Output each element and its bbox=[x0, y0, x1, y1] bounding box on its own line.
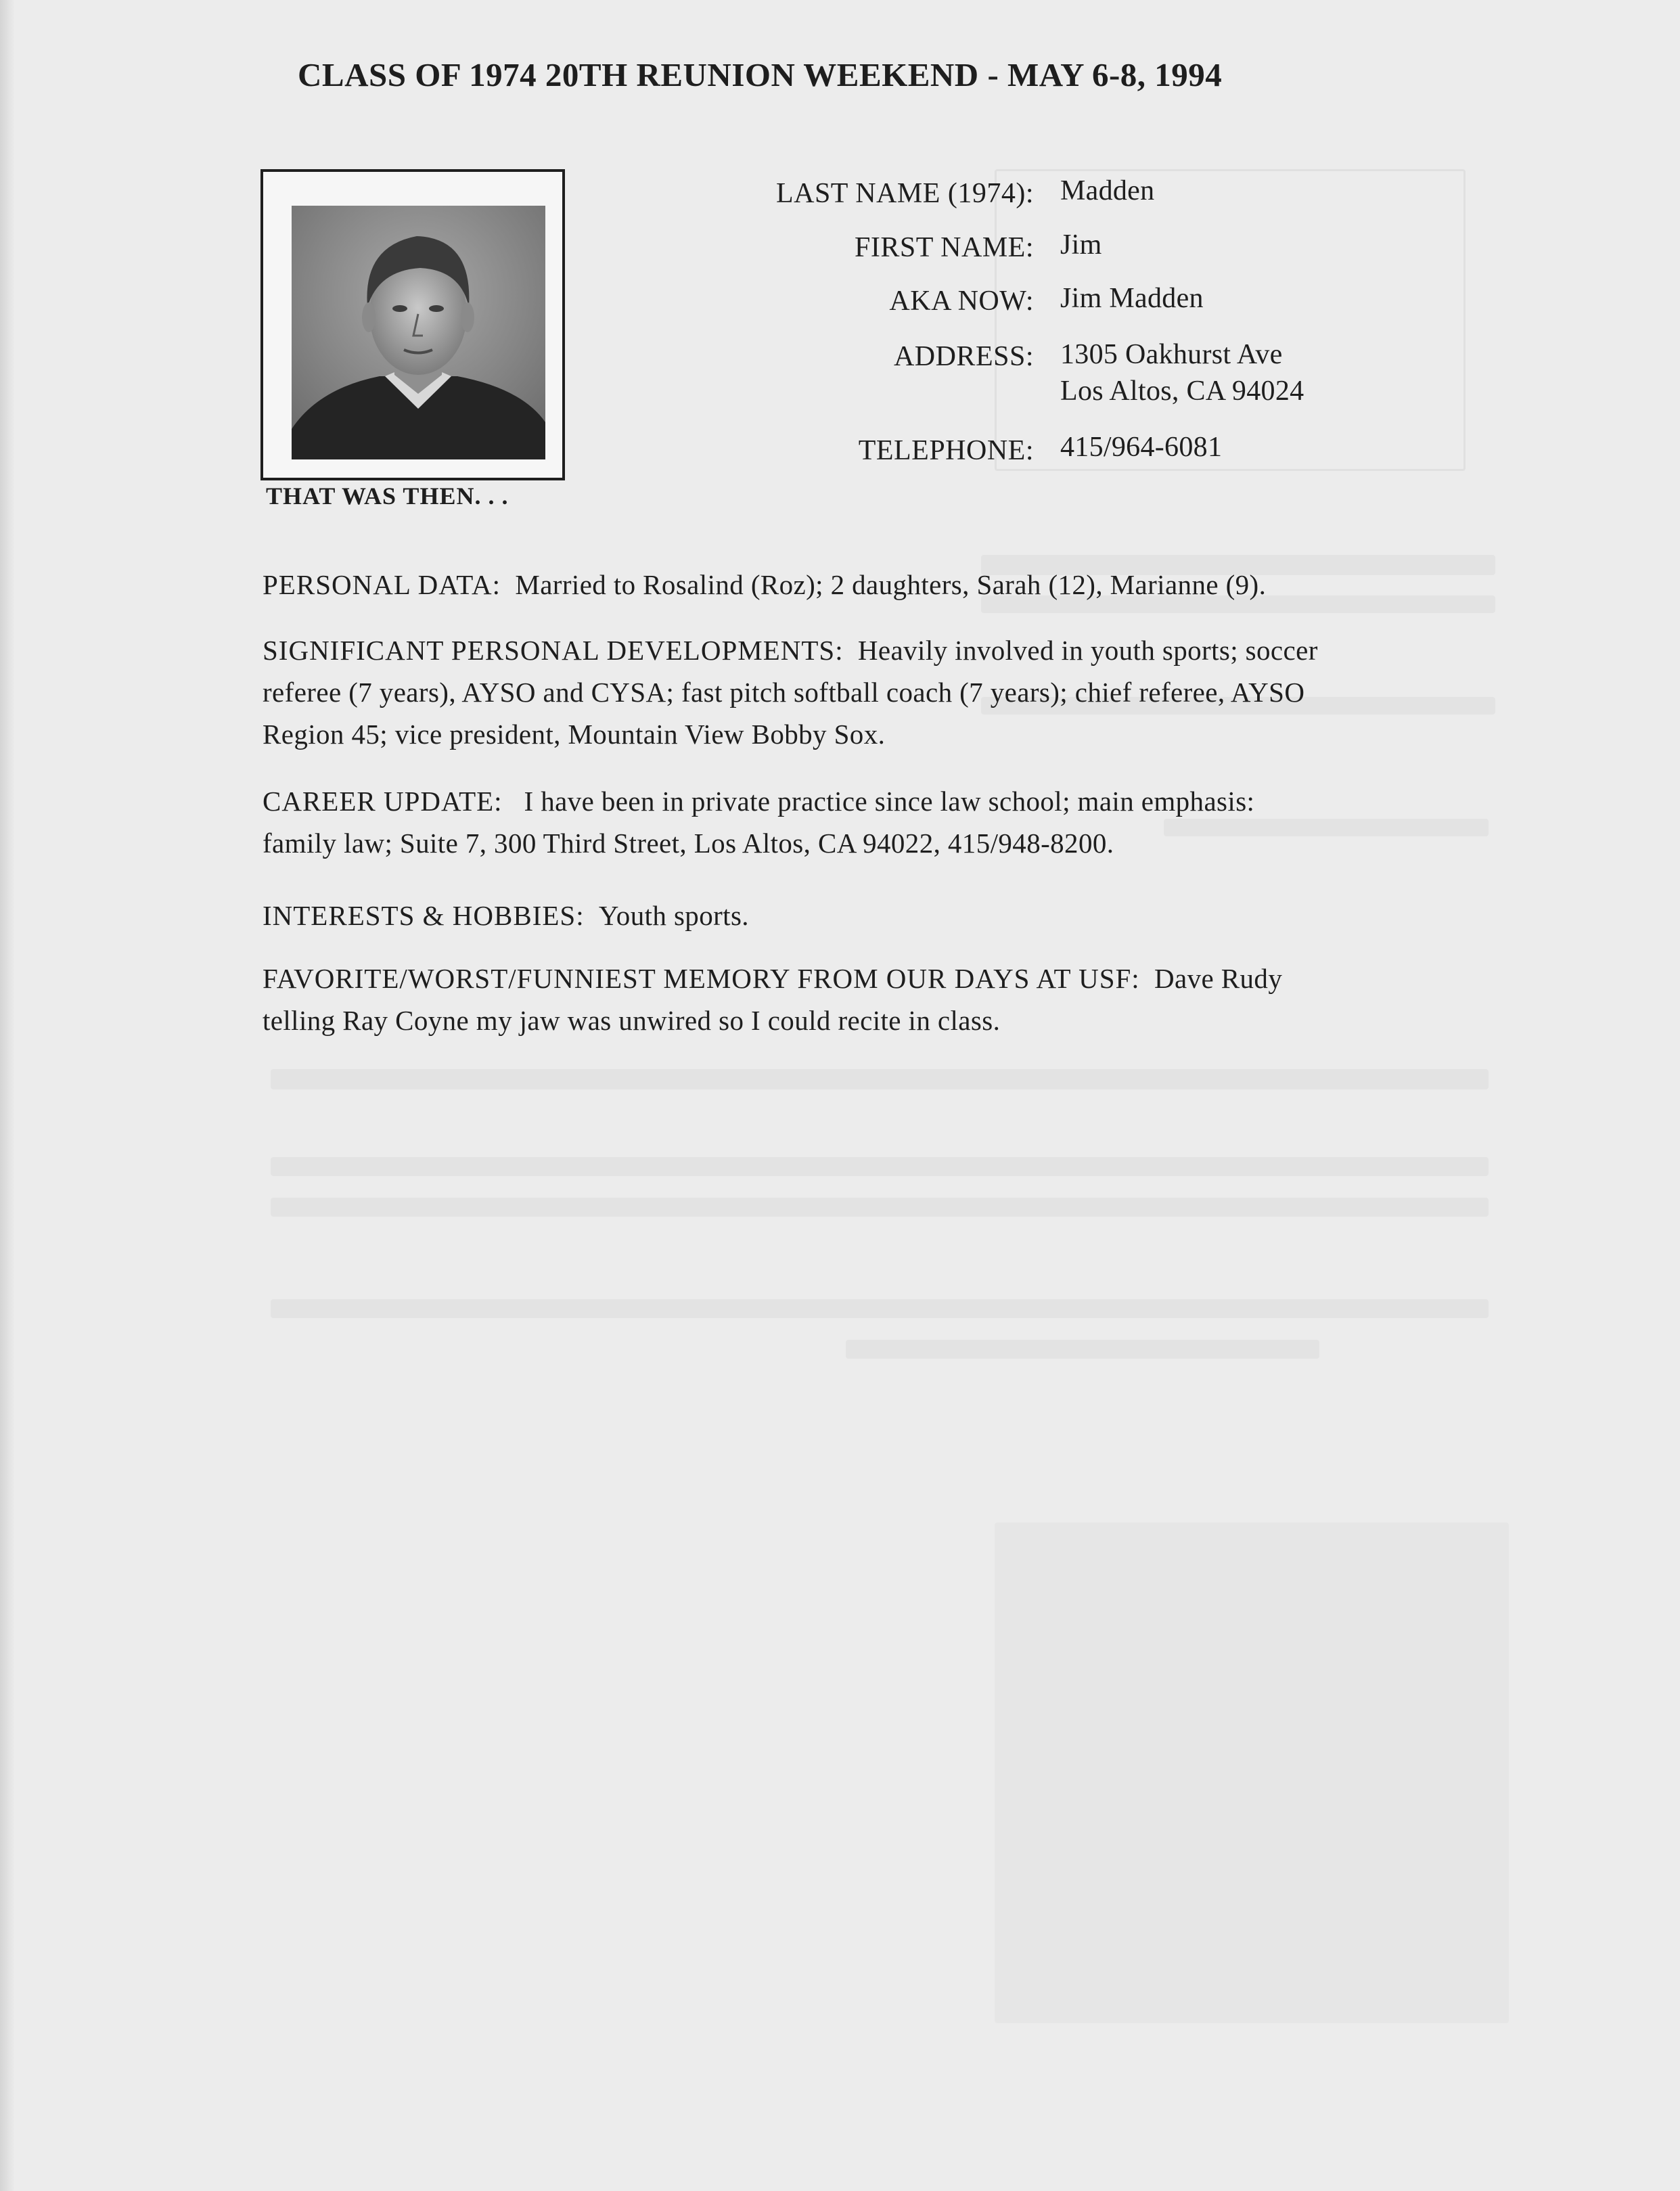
interests-text: Youth sports. bbox=[598, 900, 749, 931]
bleed-through-photo-box bbox=[995, 1522, 1509, 2023]
personal-data-section bbox=[263, 564, 1474, 606]
bleed-through-box bbox=[995, 169, 1466, 471]
memory-text-1: Dave Rudy bbox=[1154, 963, 1283, 994]
bleed-through-line bbox=[271, 1069, 1489, 1089]
telephone-label: TELEPHONE: bbox=[858, 435, 1034, 466]
last-name-value: Madden bbox=[1060, 175, 1155, 206]
portrait-photo bbox=[292, 206, 545, 459]
page-title: CLASS OF 1974 20TH REUNION WEEKEND - MAY 6-8, 1994 bbox=[298, 56, 1223, 93]
developments-line-2: referee (7 years), AYSO and CYSA; fast pitch softball coach (7 years); chief referee, AYSO bbox=[263, 677, 1305, 708]
career-line-2: family law; Suite 7, 300 Third Street, Los Altos, CA 94022, 415/948-8200. bbox=[263, 828, 1114, 859]
memory-section bbox=[263, 957, 1474, 1041]
developments-line-3: Region 45; vice president, Mountain View Bobby Sox. bbox=[263, 719, 886, 750]
career-text-1: I have been in private practice since law school; main emphasis: bbox=[524, 786, 1255, 817]
memory-line-2: telling Ray Coyne my jaw was unwired so I could recite in class. bbox=[263, 1005, 1001, 1036]
interests-label: INTERESTS & HOBBIES: bbox=[263, 900, 585, 931]
memory-line-1 bbox=[263, 957, 1474, 999]
developments-line-1 bbox=[263, 629, 1474, 671]
career-section bbox=[263, 780, 1474, 864]
photo-caption: THAT WAS THEN. . . bbox=[266, 482, 509, 510]
bleed-through-line bbox=[271, 1299, 1489, 1318]
aka-label: AKA NOW: bbox=[889, 286, 1034, 317]
aka-value: Jim Madden bbox=[1060, 283, 1204, 314]
address-line-2: Los Altos, CA 94024 bbox=[1060, 376, 1304, 407]
telephone-value: 415/964-6081 bbox=[1060, 432, 1223, 463]
memory-label: FAVORITE/WORST/FUNNIEST MEMORY FROM OUR DAYS AT USF: bbox=[263, 963, 1140, 994]
developments-section bbox=[263, 629, 1474, 755]
bleed-through-line bbox=[846, 1340, 1319, 1359]
interests-section bbox=[263, 895, 1474, 936]
career-line-1 bbox=[263, 780, 1474, 822]
first-name-label: FIRST NAME: bbox=[855, 232, 1034, 263]
personal-data-line bbox=[263, 564, 1474, 606]
last-name-label: LAST NAME (1974): bbox=[775, 178, 1034, 209]
address-line-1: 1305 Oakhurst Ave bbox=[1060, 339, 1283, 370]
address-label: ADDRESS: bbox=[893, 341, 1034, 372]
first-name-value: Jim bbox=[1060, 229, 1102, 261]
interests-line bbox=[263, 895, 1474, 936]
bleed-through-line bbox=[271, 1198, 1489, 1217]
career-label: CAREER UPDATE: bbox=[263, 786, 503, 817]
personal-data-label: PERSONAL DATA: bbox=[263, 569, 501, 600]
developments-text-1: Heavily involved in youth sports; soccer bbox=[857, 635, 1318, 666]
photo-frame bbox=[260, 169, 565, 480]
page-edge-shadow bbox=[0, 0, 15, 2191]
developments-label: SIGNIFICANT PERSONAL DEVELOPMENTS: bbox=[263, 635, 844, 666]
personal-data-text: Married to Rosalind (Roz); 2 daughters, Sarah (12), Marianne (9). bbox=[515, 569, 1267, 600]
bleed-through-line bbox=[271, 1157, 1489, 1176]
